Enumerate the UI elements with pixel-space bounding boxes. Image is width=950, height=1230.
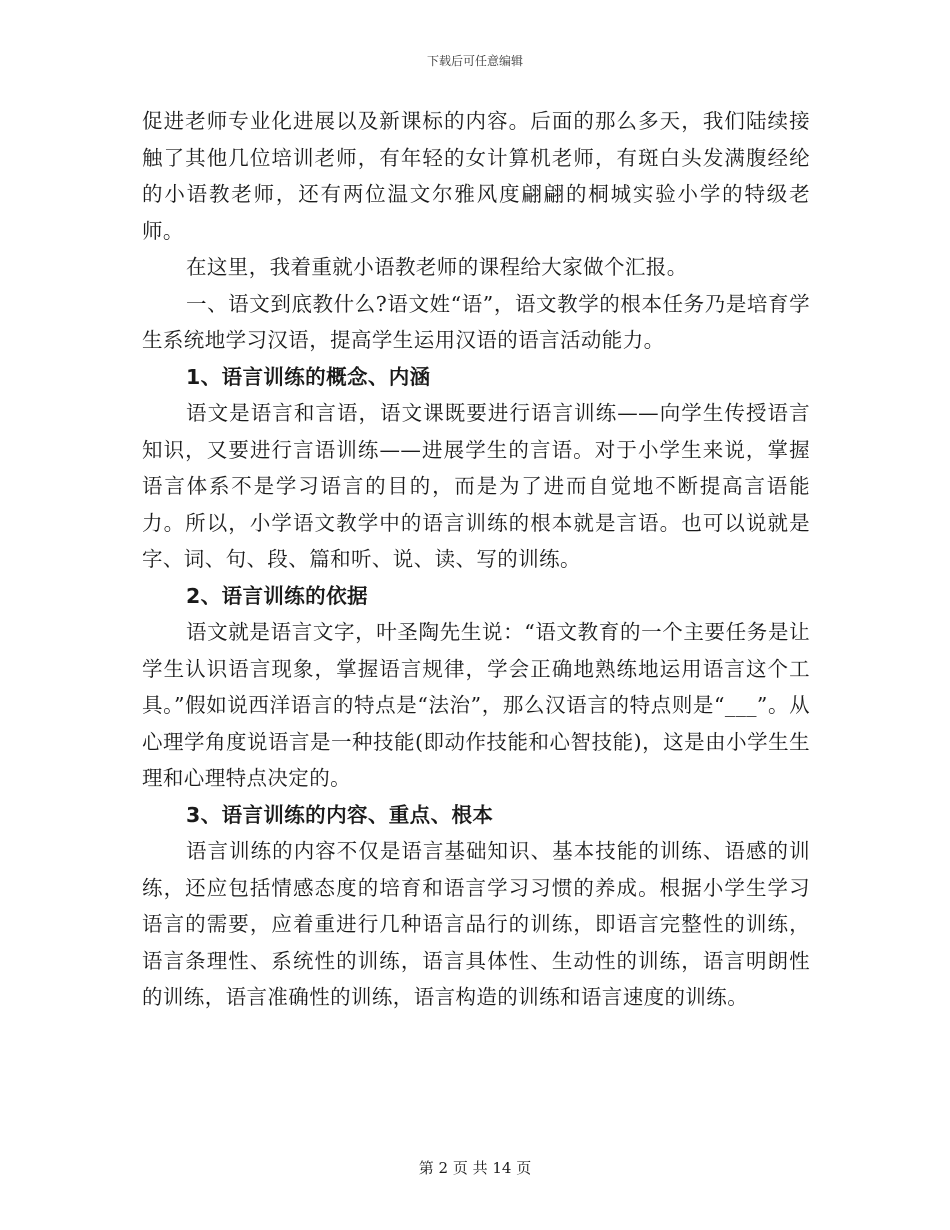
paragraph-section-one: 一、语文到底教什么?语文姓“语”，语文教学的根本任务乃是培育学生系统地学习汉语，提高学生运用汉语的语言活动能力。 bbox=[142, 291, 810, 352]
page-number: 第 2 页 共 14 页 bbox=[418, 1159, 532, 1177]
heading-basis: 2、语言训练的依据 bbox=[186, 583, 368, 608]
paragraph-concept: 语文是语言和言语，语文课既要进行语言训练——向学生传授语言知识，又要进行言语训练——进展学生的言语。对于小学生来说，掌握语言体系不是学习语言的目的，而是为了进而自觉地不断提高言语能力。所以，小学语文教学中的语言训练的根本就是言语。也可以说就是字、词、句、段、篇和听、说、读、写的训练。 bbox=[142, 401, 810, 571]
heading-content: 3、语言训练的内容、重点、根本 bbox=[186, 802, 494, 827]
paragraph-basis: 语文就是语言文字，叶圣陶先生说：“语文教育的一个主要任务是让学生认识语言现象，掌握语言规律，学会正确地熟练地运用语言这个工具。”假如说西洋语言的特点是“法治”，那么汉语言的特点则是“___”。从心理学角度说语言是一种技能(即动作技能和心智技能)，这是由小学生生理和心理特点决定的。 bbox=[142, 620, 810, 790]
paragraph-content: 语言训练的内容不仅是语言基础知识、基本技能的训练、语感的训练，还应包括情感态度的培育和语言学习习惯的养成。根据小学生学习语言的需要，应着重进行几种语言品行的训练，即语言完整性的训练，语言条理性、系统性的训练，语言具体性、生动性的训练，语言明朗性的训练，语言准确性的训练，语言构造的训练和语言速度的训练。 bbox=[142, 839, 810, 1009]
paragraph-continued: 促进老师专业化进展以及新课标的内容。后面的那么多天，我们陆续接触了其他几位培训老师，有年轻的女计算机老师，有斑白头发满腹经纶的小语教老师，还有两位温文尔雅风度翩翩的桐城实验小学的特级老师。 bbox=[142, 109, 810, 243]
paragraph-report-intro: 在这里，我着重就小语教老师的课程给大家做个汇报。 bbox=[186, 255, 688, 279]
page-header: 下载后可任意编辑 bbox=[426, 54, 523, 68]
document-body bbox=[142, 103, 810, 1016]
heading-concept: 1、语言训练的概念、内涵 bbox=[186, 364, 431, 389]
